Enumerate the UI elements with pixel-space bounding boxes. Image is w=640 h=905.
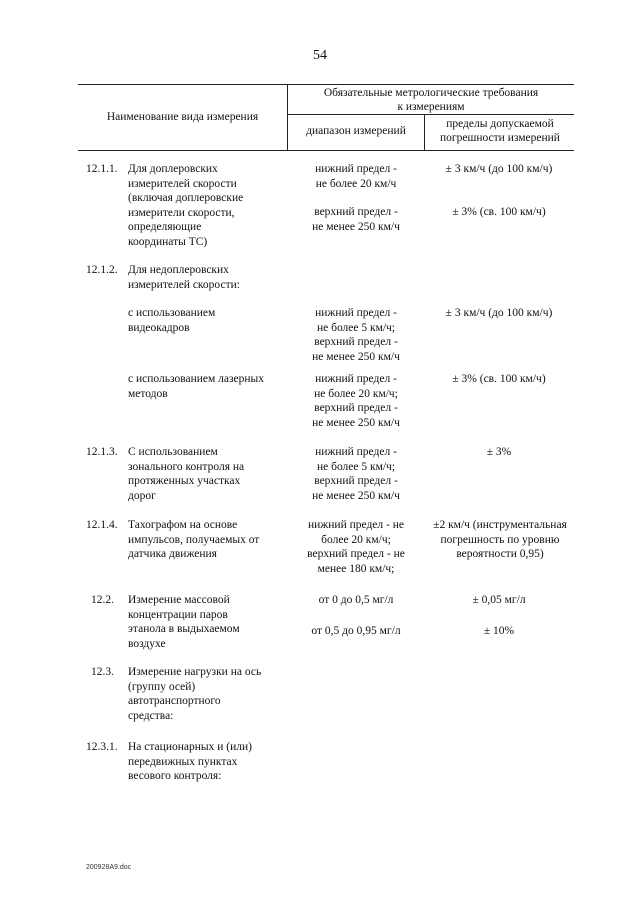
- sub-row-name: с использованием лазерных методов: [128, 373, 265, 400]
- error-value: ± 3%: [486, 446, 512, 458]
- error-value: ± 3 км/ч (до 100 км/ч): [445, 307, 553, 319]
- row-number: 12.2.: [91, 594, 114, 606]
- header-mid-rule: [287, 114, 574, 115]
- error-value: ± 0,05 мг/л: [472, 594, 526, 606]
- row-name: На стационарных и (или) передвижных пунктах весового контроля:: [128, 741, 252, 782]
- range-value: от 0 до 0,5 мг/л: [318, 594, 394, 606]
- row-number: 12.1.4.: [86, 519, 118, 531]
- range-value: нижний предел - не более 5 км/ч; верхний предел - не менее 250 км/ч: [312, 446, 400, 502]
- header-divider-right: [424, 114, 425, 150]
- document-filename: 200928A9.doc: [86, 864, 132, 871]
- row-number: 12.1.1.: [86, 163, 118, 175]
- row-number: 12.1.3.: [86, 446, 118, 458]
- range-value: нижний предел - не более 5 км/ч; верхний предел - не менее 250 км/ч: [312, 307, 400, 363]
- row-number: 12.1.2.: [86, 264, 118, 276]
- page-number: 54: [313, 48, 327, 63]
- range-value: нижний предел - не более 20 км/ч; верхний предел - не менее 180 км/ч;: [307, 519, 405, 575]
- error-value: ± 3% (св. 100 км/ч): [452, 206, 546, 218]
- error-value: ±2 км/ч (инструментальная погрешность по уровню вероятности 0,95): [433, 519, 567, 560]
- row-name: С использованием зонального контроля на протяженных участках дорог: [128, 446, 245, 502]
- row-name: Измерение массовой концентрации паров этанола в выдыхаемом воздухе: [128, 594, 240, 650]
- row-number: 12.3.1.: [86, 741, 118, 753]
- row-number: 12.3.: [91, 666, 114, 678]
- header-bottom-rule: [78, 150, 574, 151]
- header-error-column: пределы допускаемой погрешности измерений: [440, 118, 560, 144]
- error-value: ± 10%: [483, 625, 515, 637]
- row-name: Для недоплеровских измерителей скорости:: [128, 264, 240, 291]
- row-name: Для доплеровских измерителей скорости (включая доплеровские измерители скорости, определяющие координаты ТС): [128, 163, 244, 248]
- range-value: нижний предел - не более 20 км/ч: [315, 163, 397, 190]
- row-name: Измерение нагрузки на ось (группу осей) автотранспортного средства:: [128, 666, 262, 722]
- range-value: верхний предел - не менее 250 км/ч: [312, 206, 400, 233]
- range-value: от 0,5 до 0,95 мг/л: [311, 625, 401, 637]
- error-value: ± 3 км/ч (до 100 км/ч): [445, 163, 553, 175]
- header-top-rule: [78, 84, 574, 85]
- error-value: ± 3% (св. 100 км/ч): [452, 373, 546, 385]
- header-range-column: диапазон измерений: [306, 125, 406, 137]
- row-name: Тахографом на основе импульсов, получаемых от датчика движения: [128, 519, 260, 560]
- header-requirements: Обязательные метрологические требования к измерениям: [323, 87, 539, 113]
- header-divider-left: [287, 84, 288, 150]
- sub-row-name: с использованием видеокадров: [128, 307, 216, 334]
- header-name-column: Наименование вида измерения: [106, 111, 259, 123]
- range-value: нижний предел - не более 20 км/ч; верхний предел - не менее 250 км/ч: [312, 373, 400, 429]
